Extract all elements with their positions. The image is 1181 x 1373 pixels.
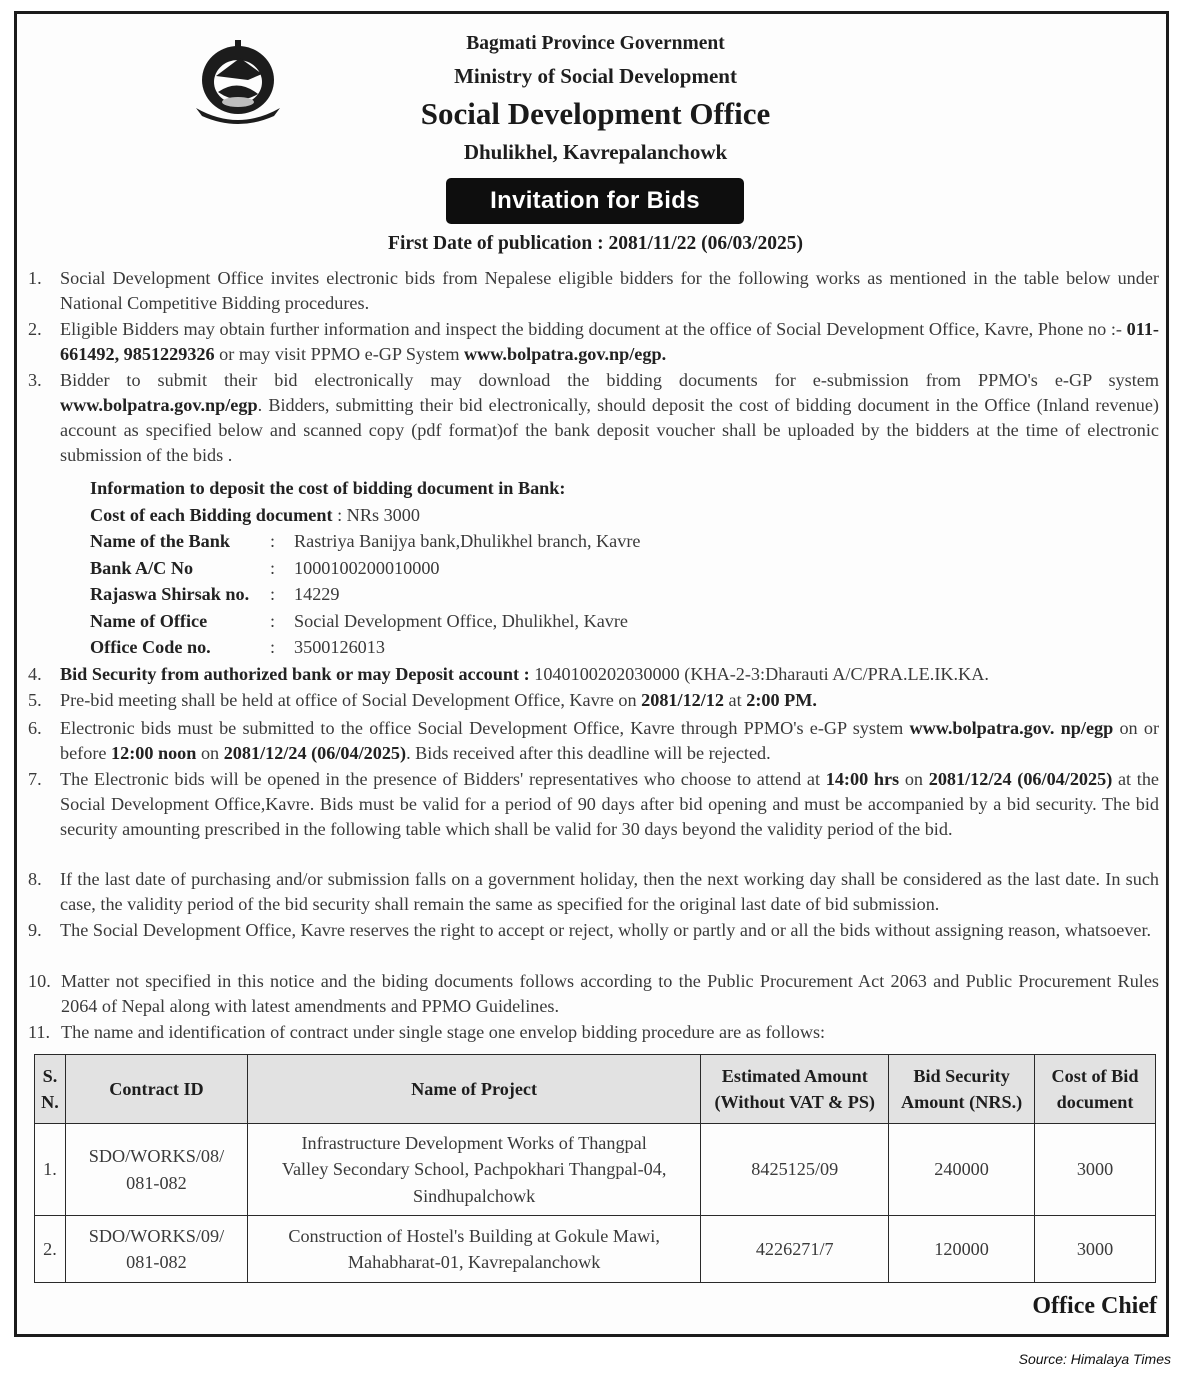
- col-sn: S. N.: [35, 1055, 66, 1124]
- bank-row: Name of Office : Social Development Office, Dhulikhel, Kavre: [90, 610, 629, 631]
- signature-office-chief: Office Chief: [1032, 1293, 1157, 1319]
- bank-row: Office Code no. : 3500126013: [90, 637, 385, 657]
- bank-row: Name of the Bank : Rastriya Banijya bank,Dhulikhel branch, Kavre: [90, 531, 641, 551]
- bank-info: [90, 475, 640, 661]
- table-header-row: [35, 1055, 1156, 1124]
- office-title: Social Development Office: [420, 96, 771, 131]
- clause-6: 6. Electronic bids must be submitted to the office Social Development Office, Kavre through PPMO's e-GP system www.bolpatra.gov. np/egp on or before 12:00 noon on 2081/12/24 (06/04/2025). Bids received after this deadline will be rejected.: [28, 718, 1160, 763]
- office-location: Dhulikhel, Kavrepalanchowk: [463, 140, 728, 164]
- col-contract-id: Contract ID: [65, 1055, 247, 1124]
- province-name: Bagmati Province Government: [466, 33, 725, 54]
- publication-date: First Date of publication : 2081/11/22 (06/03/2025): [388, 233, 803, 254]
- invitation-badge: Invitation for Bids: [446, 178, 744, 224]
- phone-numbers: 011-661492, 9851229326: [60, 319, 1159, 364]
- clause-10: 10. Matter not specified in this notice and the biding documents follows according to the Public Procurement Act 2063 and Public Procurement Rules 2064 of Nepal along with latest amendments and PPMO Guidelines.: [28, 971, 1159, 1016]
- egp-link[interactable]: www.bolpatra.gov.np/egp: [60, 395, 258, 415]
- bank-row: Bank A/C No : 1000100200010000: [90, 557, 440, 578]
- cost-label: Cost of each Bidding document: [90, 504, 333, 525]
- clause-7: 7. The Electronic bids will be opened in the presence of Bidders' representatives who choose to attend at 14:00 hrs on 2081/12/24 (06/04/2025) at the Social Development Office,Kavre. Bids must be valid for a period of 90 days after bid opening and must be accompanied by a bid security. The bid security amounting prescribed in the following table which shall be valid for 30 days beyond the validity period of the bid.: [28, 769, 1160, 839]
- bank-row: Rajaswa Shirsak no. : 14229: [90, 584, 340, 604]
- notice-header: [0, 28, 1181, 169]
- col-bid-security: Bid Security Amount (NRS.): [889, 1055, 1035, 1124]
- cost-value: : NRs 3000: [337, 504, 420, 525]
- col-estimated-amount: Estimated Amount (Without VAT & PS): [701, 1055, 889, 1124]
- clause-3: 3. Bidder to submit their bid electronically may download the bidding documents for e-submission from PPMO's e-GP system www.bolpatra.gov.np/egp. Bidders, submitting their bid electronically, should deposit the cost of bidding document in the Office (Inland revenue) account as specified below and scanned copy (pdf format)of the bank deposit voucher shall be uploaded by the bidders at the time of electronic submission of the bids .: [28, 370, 1159, 465]
- clause-2: 2. Eligible Bidders may obtain further information and inspect the bidding document at the office of Social Development Office, Kavre, Phone no :- 011-661492, 9851229326 or may visit PPMO e-GP System www.bolpatra.gov.np/egp.: [28, 319, 1159, 364]
- clause-9: 9. The Social Development Office, Kavre reserves the right to accept or reject, wholly or partly and or all the bids without assigning reason, whatsoever.: [28, 920, 1152, 940]
- bank-info-heading: Information to deposit the cost of bidding document in Bank:: [90, 478, 566, 498]
- contracts-table: [34, 1054, 1156, 1283]
- egp-link[interactable]: www.bolpatra.gov. np/egp: [909, 718, 1114, 738]
- clause-1: 1. Social Development Office invites electronic bids from Nepalese eligible bidders for the following works as mentioned in the table below under National Competitive Bidding procedures.: [28, 268, 1159, 313]
- table-row: 1. SDO/WORKS/08/ 081-082 Infrastructure Development Works of Thangpal Valley Secondary School, Pachpokhari Thangpal-04, Sindhupalchowk 8425125/09 240000 3000: [35, 1124, 1156, 1216]
- egp-link[interactable]: www.bolpatra.gov.np/egp.: [464, 344, 667, 364]
- clause-8: 8. If the last date of purchasing and/or submission falls on a government holiday, then the next working day shall be considered as the last date. In such case, the validity period of the bid security shall remain the same as specified for the original last date of bid submission.: [28, 869, 1159, 914]
- ministry-name: Ministry of Social Development: [454, 64, 737, 88]
- table-row: 2. SDO/WORKS/09/ 081-082 Construction of Hostel's Building at Gokule Mawi, Mahabharat-01, Kavrepalanchowk 4226271/7 120000 3000: [35, 1216, 1156, 1283]
- clause-5: 5. Pre-bid meeting shall be held at office of Social Development Office, Kavre on 2081/12/12 at 2:00 PM.: [28, 690, 817, 710]
- clause-4: 4. Bid Security from authorized bank or may Deposit account : 1040100202030000 (KHA-2-3:Dharauti A/C/PRA.LE.IK.KA.: [28, 664, 989, 684]
- col-project: Name of Project: [247, 1055, 700, 1124]
- col-cost: Cost of Bid document: [1035, 1055, 1156, 1124]
- clause-11: 11. The name and identification of contract under single stage one envelop bidding procedure are as follows:: [28, 1022, 826, 1042]
- source-credit: Source: Himalaya Times: [1018, 1351, 1171, 1367]
